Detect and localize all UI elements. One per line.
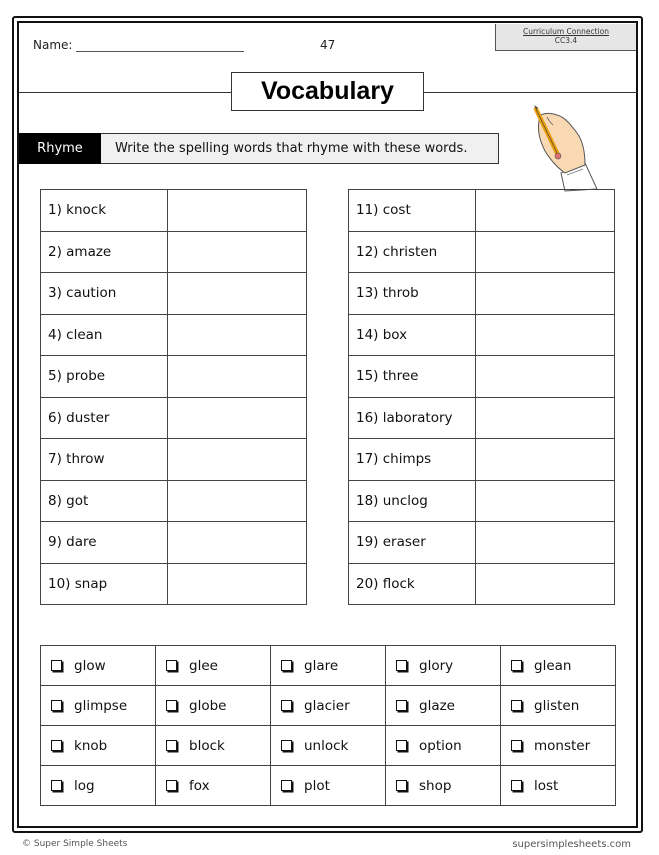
checkbox-icon[interactable] bbox=[51, 780, 62, 791]
table-row bbox=[349, 439, 615, 481]
checkbox-icon[interactable] bbox=[51, 740, 62, 751]
answer-field[interactable] bbox=[476, 480, 615, 522]
word-bank-label: glimpse bbox=[74, 697, 128, 714]
checkbox-icon[interactable] bbox=[396, 660, 407, 671]
word-bank-item[interactable] bbox=[41, 686, 156, 726]
word-bank bbox=[40, 645, 616, 806]
word-bank-label: glory bbox=[419, 657, 454, 674]
rhyme-table-left bbox=[40, 189, 307, 605]
checkbox-icon[interactable] bbox=[281, 660, 292, 671]
table-row bbox=[41, 190, 307, 232]
rhyme-word: 17) chimps bbox=[349, 439, 476, 481]
answer-field[interactable] bbox=[476, 190, 615, 232]
checkbox-icon[interactable] bbox=[281, 740, 292, 751]
table-row bbox=[41, 439, 307, 481]
checkbox-icon[interactable] bbox=[51, 700, 62, 711]
word-bank-item[interactable] bbox=[386, 686, 501, 726]
table-row bbox=[41, 480, 307, 522]
word-bank-label: glaze bbox=[419, 697, 455, 714]
word-bank-label: glare bbox=[304, 657, 339, 674]
checkbox-icon[interactable] bbox=[511, 780, 522, 791]
checkbox-icon[interactable] bbox=[281, 700, 292, 711]
table-row bbox=[349, 231, 615, 273]
curriculum-code: CC3.4 bbox=[554, 36, 578, 45]
checkbox-icon[interactable] bbox=[166, 700, 177, 711]
word-bank-item[interactable] bbox=[271, 646, 386, 686]
checkbox-icon[interactable] bbox=[396, 780, 407, 791]
answer-field[interactable] bbox=[168, 397, 307, 439]
page-title: Vocabulary bbox=[231, 72, 424, 111]
word-bank-label: log bbox=[74, 777, 95, 794]
rhyme-word: 6) duster bbox=[41, 397, 168, 439]
name-field[interactable] bbox=[76, 51, 244, 52]
word-bank-item[interactable] bbox=[386, 766, 501, 806]
checkbox-icon[interactable] bbox=[166, 780, 177, 791]
answer-field[interactable] bbox=[476, 356, 615, 398]
instruction-tag: Rhyme bbox=[19, 133, 101, 164]
instruction-bar bbox=[19, 133, 499, 164]
checkbox-icon[interactable] bbox=[281, 780, 292, 791]
rhyme-word: 11) cost bbox=[349, 190, 476, 232]
word-bank-item[interactable] bbox=[271, 766, 386, 806]
answer-field[interactable] bbox=[168, 190, 307, 232]
checkbox-icon[interactable] bbox=[511, 700, 522, 711]
word-bank-row bbox=[41, 766, 616, 806]
checkbox-icon[interactable] bbox=[396, 740, 407, 751]
word-bank-label: shop bbox=[419, 777, 452, 794]
word-bank-item[interactable] bbox=[386, 646, 501, 686]
table-row bbox=[41, 522, 307, 564]
table-row bbox=[349, 190, 615, 232]
answer-field[interactable] bbox=[168, 522, 307, 564]
answer-field[interactable] bbox=[168, 563, 307, 605]
word-bank-item[interactable] bbox=[156, 766, 271, 806]
answer-field[interactable] bbox=[168, 480, 307, 522]
word-bank-label: globe bbox=[189, 697, 227, 714]
checkbox-icon[interactable] bbox=[511, 660, 522, 671]
table-row bbox=[41, 563, 307, 605]
word-bank-item[interactable] bbox=[41, 646, 156, 686]
word-bank-label: glisten bbox=[534, 697, 580, 714]
table-row bbox=[41, 314, 307, 356]
instruction-text: Write the spelling words that rhyme with these words. bbox=[101, 133, 499, 164]
table-row bbox=[349, 563, 615, 605]
table-row bbox=[349, 314, 615, 356]
rhyme-word: 8) got bbox=[41, 480, 168, 522]
rhyme-word: 15) three bbox=[349, 356, 476, 398]
rhyme-word: 19) eraser bbox=[349, 522, 476, 564]
checkbox-icon[interactable] bbox=[166, 660, 177, 671]
table-row bbox=[349, 522, 615, 564]
answer-field[interactable] bbox=[476, 231, 615, 273]
table-row bbox=[349, 356, 615, 398]
answer-field[interactable] bbox=[476, 397, 615, 439]
word-bank-item[interactable] bbox=[501, 766, 616, 806]
rhyme-word: 10) snap bbox=[41, 563, 168, 605]
word-bank-label: glean bbox=[534, 657, 572, 674]
answer-field[interactable] bbox=[168, 439, 307, 481]
table-row bbox=[349, 480, 615, 522]
word-bank-item[interactable] bbox=[386, 726, 501, 766]
rhyme-word: 13) throb bbox=[349, 273, 476, 315]
answer-field[interactable] bbox=[476, 563, 615, 605]
answer-field[interactable] bbox=[168, 314, 307, 356]
rhyme-word: 7) throw bbox=[41, 439, 168, 481]
answer-field[interactable] bbox=[168, 231, 307, 273]
rhyme-word: 4) clean bbox=[41, 314, 168, 356]
rhyme-table-right bbox=[348, 189, 615, 605]
rhyme-word: 16) laboratory bbox=[349, 397, 476, 439]
rhyme-word: 2) amaze bbox=[41, 231, 168, 273]
word-bank-row bbox=[41, 726, 616, 766]
rhyme-word: 18) unclog bbox=[349, 480, 476, 522]
footer-website: supersimplesheets.com bbox=[512, 839, 631, 850]
word-bank-row bbox=[41, 686, 616, 726]
word-bank-label: glow bbox=[74, 657, 106, 674]
table-row bbox=[41, 231, 307, 273]
curriculum-connection-box bbox=[495, 24, 636, 51]
word-bank-label: lost bbox=[534, 777, 559, 794]
word-bank-item[interactable] bbox=[156, 686, 271, 726]
name-label: Name: bbox=[33, 38, 73, 52]
word-bank-label: monster bbox=[534, 737, 591, 754]
table-row bbox=[41, 397, 307, 439]
word-bank-item[interactable] bbox=[156, 646, 271, 686]
answer-field[interactable] bbox=[168, 356, 307, 398]
page-number: 47 bbox=[320, 38, 336, 52]
table-row bbox=[349, 397, 615, 439]
word-bank-item[interactable] bbox=[501, 686, 616, 726]
answer-field[interactable] bbox=[168, 273, 307, 315]
word-bank-item[interactable] bbox=[156, 726, 271, 766]
word-bank-item[interactable] bbox=[41, 726, 156, 766]
checkbox-icon[interactable] bbox=[51, 660, 62, 671]
word-bank-item[interactable] bbox=[271, 726, 386, 766]
checkbox-icon[interactable] bbox=[396, 700, 407, 711]
hand-pencil-icon bbox=[525, 103, 620, 195]
footer-copyright: © Super Simple Sheets bbox=[22, 839, 128, 849]
word-bank-label: fox bbox=[189, 777, 210, 794]
word-bank-label: knob bbox=[74, 737, 108, 754]
answer-field[interactable] bbox=[476, 522, 615, 564]
rhyme-word: 14) box bbox=[349, 314, 476, 356]
rhyme-word: 12) christen bbox=[349, 231, 476, 273]
word-bank-item[interactable] bbox=[501, 726, 616, 766]
rhyme-word: 20) flock bbox=[349, 563, 476, 605]
answer-field[interactable] bbox=[476, 273, 615, 315]
word-bank-item[interactable] bbox=[271, 686, 386, 726]
table-row bbox=[349, 273, 615, 315]
word-bank-label: glee bbox=[189, 657, 218, 674]
table-row bbox=[41, 356, 307, 398]
word-bank-label: unlock bbox=[304, 737, 349, 754]
checkbox-icon[interactable] bbox=[166, 740, 177, 751]
word-bank-label: glacier bbox=[304, 697, 350, 714]
rhyme-word: 5) probe bbox=[41, 356, 168, 398]
word-bank-label: plot bbox=[304, 777, 330, 794]
table-row bbox=[41, 273, 307, 315]
rhyme-word: 9) dare bbox=[41, 522, 168, 564]
answer-field[interactable] bbox=[476, 439, 615, 481]
rhyme-word: 1) knock bbox=[41, 190, 168, 232]
checkbox-icon[interactable] bbox=[511, 740, 522, 751]
curriculum-title: Curriculum Connection bbox=[523, 27, 609, 36]
answer-field[interactable] bbox=[476, 314, 615, 356]
word-bank-label: option bbox=[419, 737, 462, 754]
word-bank-row bbox=[41, 646, 616, 686]
word-bank-item[interactable] bbox=[41, 766, 156, 806]
word-bank-label: block bbox=[189, 737, 225, 754]
word-bank-item[interactable] bbox=[501, 646, 616, 686]
rhyme-word: 3) caution bbox=[41, 273, 168, 315]
